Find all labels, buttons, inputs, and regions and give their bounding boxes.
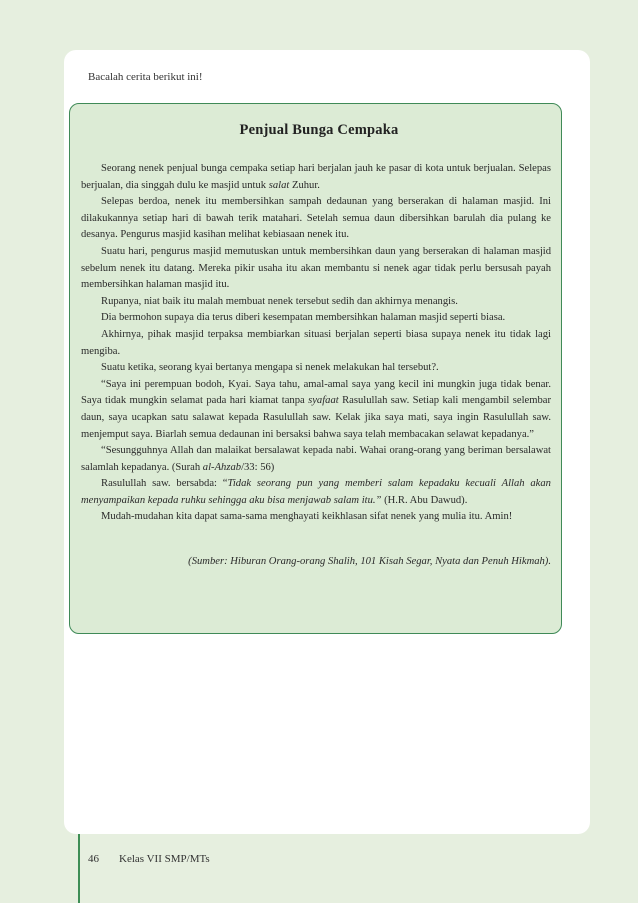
story-paragraph: [81, 294, 551, 311]
story-text-run: (H.R. Abu Dawud).: [381, 494, 468, 506]
story-text-run: Mudah-mudahan kita dapat sama-sama menghayati keikhlasan sifat nenek yang mulia itu. Amin!: [101, 511, 513, 523]
story-body: [81, 161, 551, 526]
story-source: (Sumber: Hiburan Orang-orang Shalih, 101 Kisah Segar, Nyata dan Penuh Hikmah).: [188, 556, 551, 567]
story-paragraph: [81, 476, 551, 509]
story-text-run: Rasulullah saw. bersabda: “: [101, 478, 228, 490]
story-text-run: Rasulullah saw. Setiap kali mengambil selembar daun, saya ucapkan satu salawat kepada Rasulullah saw. Kelak jika saya mati, saya ingin Rasulullah saw. menjemput saya. Biarlah semua dedaunan ini bersaksi bahwa saya telah membacakan selawat kepadanya.”: [81, 395, 551, 440]
story-text-run: Zuhur.: [289, 179, 320, 191]
story-text-run: /33: 56): [241, 461, 275, 473]
book-title: Kelas VII SMP/MTs: [119, 853, 210, 865]
story-italic-run: al-Ahzab: [202, 461, 242, 473]
story-paragraph: [81, 377, 551, 443]
story-text-run: “Saya ini perempuan bodoh, Kyai. Saya tahu, amal-amal saya yang kecil ini mungkin juga tidak benar. Saya tidak mungkin selamat pada hari kiamat tanpa: [81, 378, 551, 407]
story-paragraph: [81, 244, 551, 294]
story-text-run: Suatu ketika, seorang kyai bertanya mengapa si nenek melakukan hal tersebut?.: [101, 362, 439, 374]
story-italic-run: Tidak seorang pun yang memberi salam kepadaku kecuali Allah akan menyampaikan kepada ruhku sehingga aku bisa menjawab salam itu.”: [81, 478, 551, 506]
story-paragraph: [81, 161, 551, 194]
story-text-run: Suatu hari, pengurus masjid memutuskan untuk membersihkan daun yang berserakan di halaman masjid sebelum nenek itu datang. Mereka pikir usaha itu akan membantu si nenek agar tidak perlu bersusah payah membersihkan halaman masjid itu.: [81, 245, 551, 291]
story-text-run: Selepas berdoa, nenek itu membersihkan sampah dedaunan yang berserakan di halaman masjid. Ini dilakukannya setiap hari di bawah terik matahari. Setelah semua daun dibersihkan barulah dia pulang ke desanya. Pengurus masjid kasihan melihat kebiasaan nenek itu.: [81, 196, 551, 241]
story-paragraph: [81, 443, 551, 476]
instruction-text: Bacalah cerita berikut ini!: [88, 71, 203, 83]
story-paragraph: [81, 509, 551, 526]
page-number: 46: [88, 853, 99, 865]
story-text-run: Rupanya, niat baik itu malah membuat nenek tersebut sedih dan akhirnya menangis.: [101, 295, 458, 307]
story-paragraph: [81, 310, 551, 327]
footer-rule: [78, 834, 80, 903]
story-text-run: “Sesungguhnya Allah dan malaikat bersalawat kepada nabi. Wahai orang-orang yang beriman bersalawat salamlah kepadanya. (Surah: [81, 445, 551, 473]
story-text-run: Akhirnya, pihak masjid terpaksa membiarkan situasi berjalan seperti biasa supaya nenek itu tidak lagi mengiba.: [81, 328, 551, 357]
story-italic-run: salat: [268, 179, 290, 191]
story-paragraph: [81, 194, 551, 244]
story-text-run: Dia bermohon supaya dia terus diberi kesempatan membersihkan halaman masjid seperti biasa.: [101, 312, 506, 324]
story-title: Penjual Bunga Cempaka: [239, 122, 399, 138]
story-italic-run: syafaat: [308, 395, 339, 407]
story-paragraph: [81, 360, 551, 377]
story-text-run: Seorang nenek penjual bunga cempaka setiap hari berjalan jauh ke pasar di kota untuk berjualan. Selepas berjualan, dia singgah dulu ke masjid untuk: [81, 163, 551, 191]
story-paragraph: [81, 327, 551, 360]
